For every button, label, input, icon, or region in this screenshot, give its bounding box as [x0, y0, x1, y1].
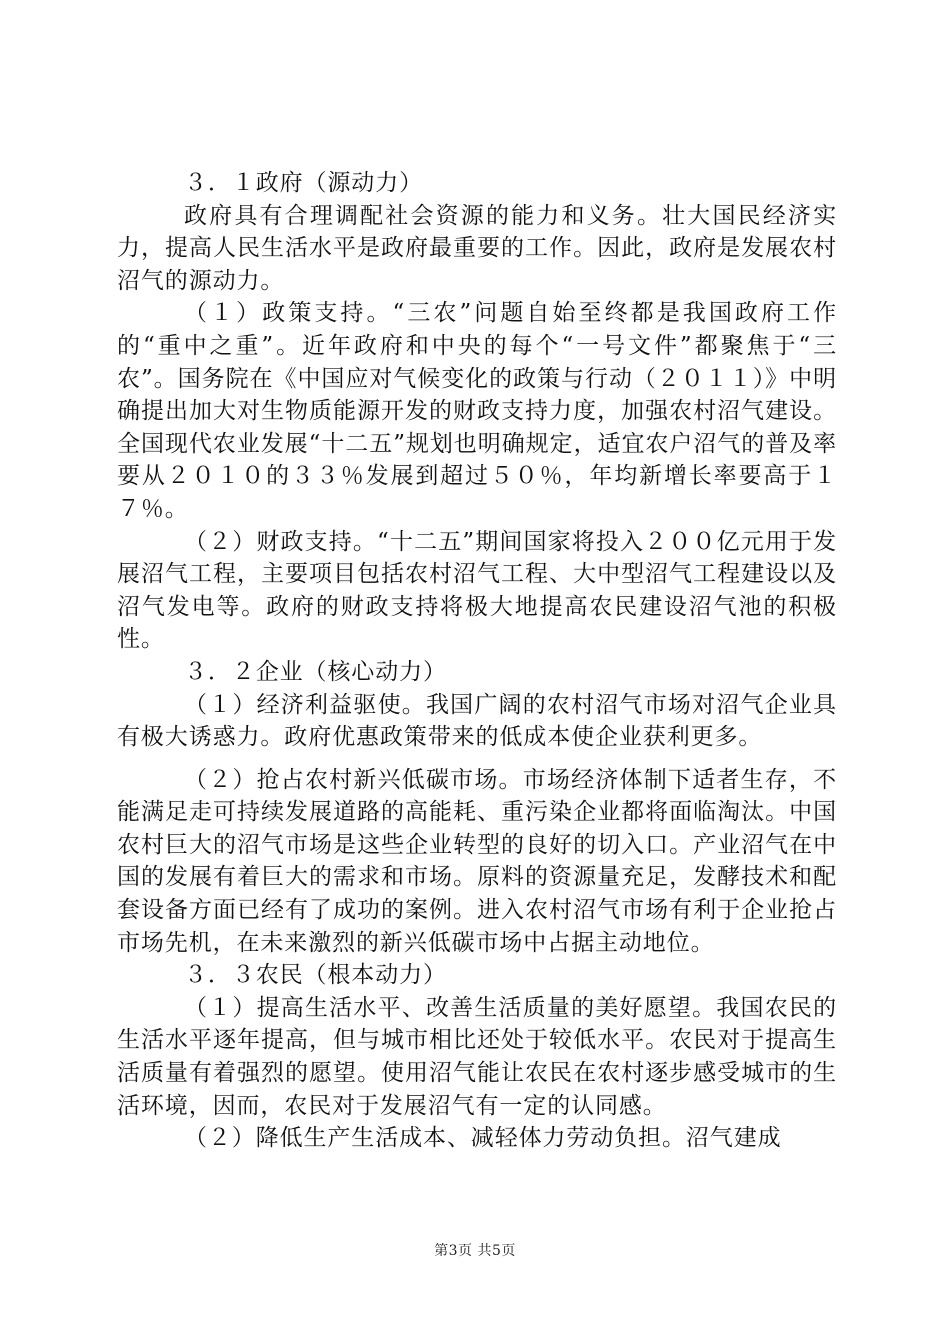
section-heading-government: ３．１政府（源动力）	[184, 170, 423, 196]
section-heading-enterprise: ３．２企业（核心动力）	[184, 658, 447, 685]
document-body	[117, 167, 837, 1155]
section-heading-farmers: ３．３农民（根本动力）	[184, 962, 447, 989]
paragraph-policy-support: （１）政策支持。“三农”问题自始至终都是我国政府工作的“重中之重”。近年政府和中央的每个“一号文件”都聚焦于“三农”。国务院在《中国应对气候变化的政策与行动（２０１１）》中明确提出加大对生物质能源开发的财政支持力度，加强农村沼气建设。全国现代农业发展“十二五”规划也明确规定，适宜农户沼气的普及率要从２０１０的３３％发展到超过５０％，年均新增长率要高于１７％。	[117, 300, 837, 522]
paragraph-living-standard: （１）提高生活水平、改善生活质量的美好愿望。我国农民的生活水平逐年提高，但与城市相比还处于较低水平。农民对于提高生活质量有着强烈的愿望。使用沼气能让农民在农村逐步感受城市的生活环境，因而，农民对于发展沼气有一定的认同感。	[117, 994, 837, 1119]
paragraph-economic-interest: （１）经济利益驱使。我国广阔的农村沼气市场对沼气企业具有极大诱惑力。政府优惠政策带来的低成本使企业获利更多。	[117, 691, 837, 751]
paragraph-reduce-costs: （２）降低生产生活成本、减轻体力劳动负担。沼气建成	[184, 1125, 782, 1152]
paragraph-government-intro: 政府具有合理调配社会资源的能力和义务。壮大国民经济实力，提高人民生活水平是政府最重要的工作。因此，政府是发展农村沼气的源动力。	[117, 202, 837, 294]
paragraph-low-carbon-market: （２）抢占农村新兴低碳市场。市场经济体制下适者生存，不能满足走可持续发展道路的高能耗、重污染企业都将面临淘汰。中国农村巨大的沼气市场是这些企业转型的良好的切入口。产业沼气在中国的发展有着巨大的需求和市场。原料的资源量充足，发酵技术和配套设备方面已经有了成功的案例。进入农村沼气市场有利于企业抢占市场先机，在未来激烈的新兴低碳市场中占据主动地位。	[117, 766, 837, 956]
page-number-footer: 第3页 共5页	[434, 1243, 516, 1259]
paragraph-financial-support: （２）财政支持。“十二五”期间国家将投入２００亿元用于发展沼气工程，主要项目包括农村沼气工程、大中型沼气工程建设以及沼气发电等。政府的财政支持将极大地提高农民建设沼气池的积极性。	[117, 528, 837, 653]
